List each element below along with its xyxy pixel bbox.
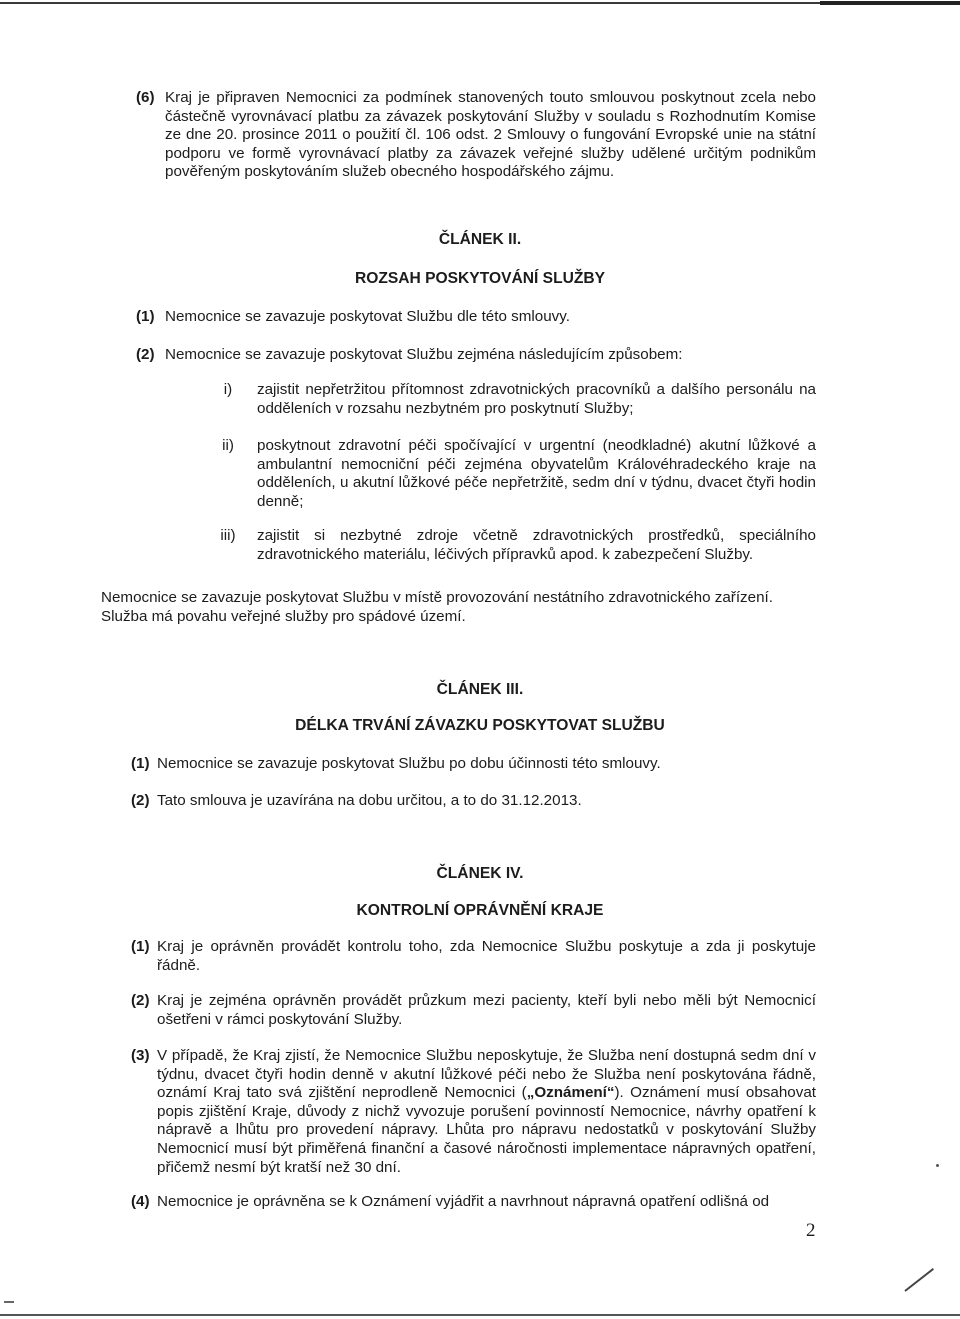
article-4-title: ČLÁNEK IV. [436,865,524,882]
paragraph-number: (2) [131,792,150,809]
closing-line-2: Služba má povahu veřejné služby pro spádové území. [101,607,466,625]
article-2-title: ČLÁNEK II. [438,231,522,248]
closing-line-1: Nemocnice se zavazuje poskytovat Službu v místě provozování nestátního zdravotnického zařízení. [101,589,773,606]
paragraph-text-b: ). Oznámení musí obsahovat popis zjištění Kraje, důvody z nichž vyvozuje porušení povinností Nemocnice, návrhy opatření k nápravě a lhůtu pro provedení nápravy. Lhůta pro nápravu nedostatků v poskytování Služby Nemocnicí musí být přiměřená finanční a časové náročnosti implementace nápravných opatření, přičemž nesmí být kratší než 30 dní. [157,1084,816,1176]
paragraph-text: Nemocnice se zavazuje poskytovat Službu zejména následujícím způsobem: [165,346,683,363]
paragraph-text: Kraj je oprávněn provádět kontrolu toho, zda Nemocnice Službu poskytuje a zda ji poskytuje řádně. [157,938,816,974]
article-2-closing [101,589,773,626]
paragraph-number: (2) [131,992,150,1009]
list-marker: ii) [222,437,234,454]
paragraph-text: Kraj je zejména oprávněn provádět průzkum mezi pacienty, kteří byli nebo měli být Nemocnicí ošetřeni v rámci poskytování Služby. [157,992,816,1028]
paragraph-text: Nemocnice je oprávněna se k Oznámení vyjádřit a navrhnout nápravná opatření odlišná od [157,1193,770,1210]
scan-mark [4,1301,14,1303]
defined-term: „Oznámení“ [526,1084,615,1102]
list-item-text: poskytnout zdravotní péči spočívající v urgentní (neodkladné) akutní lůžkové a ambulantní nemocniční péči zejména obyvatelům Královéhradeckého kraje na odděleních, u akutní lůžkové péče nepřetržitě, sedm dní v týdnu, dvacet čtyři hodin denně; [257,437,816,510]
scan-border-top [0,2,960,4]
page-number: 2 [806,1220,816,1241]
paragraph-text: Tato smlouva je uzavírána na dobu určitou, a to do 31.12.2013. [157,792,582,809]
paragraph-number: (1) [131,755,150,772]
paragraph-text-a: V případě, že Kraj zjistí, že Nemocnice Službu neposkytuje, že Služba není dostupná sedm dní v týdnu, dvacet čtyři hodin denně v akutní lůžkové péči nebo že Služba není poskytována řádně, oznámí Kraj tato svá zjištění neprodleně Nemocnici ( [157,1047,816,1102]
paragraph-text: Nemocnice se zavazuje poskytovat Službu dle této smlouvy. [165,308,570,325]
list-item-text: zajistit si nezbytné zdroje včetně zdravotnických prostředků, speciálního zdravotnického materiálu, léčivých přípravků apod. k zabezpečení Služby. [257,527,816,563]
article-2-subtitle: ROZSAH POSKYTOVÁNÍ SLUŽBY [354,270,606,287]
paragraph-number: (2) [136,346,155,363]
scan-border-bottom [0,1314,960,1316]
paragraph-number: (1) [131,938,150,955]
paragraph-number: (6) [136,89,155,106]
scan-border-top-dark [820,1,960,5]
list-marker: iii) [220,527,236,544]
paragraph-text: Kraj je připraven Nemocnici za podmínek stanovených touto smlouvou poskytnout zcela nebo částečně vyrovnávací platbu za závazek poskytování Služby v souladu s Rozhodnutím Komise ze dne 20. prosince 2011 o použití čl. 106 odst. 2 Smlouvy o fungování Evropské unie na státní podporu ve formě vyrovnávací platby za závazek veřejné služby udělené určitým podnikům pověřeným poskytováním služeb obecného hospodářského zájmu. [165,89,816,181]
article-3-title: ČLÁNEK III. [436,681,524,698]
article-3-subtitle: DÉLKA TRVÁNÍ ZÁVAZKU POSKYTOVAT SLUŽBU [295,717,665,734]
paragraph-number: (1) [136,308,155,325]
scan-speck [936,1164,939,1167]
list-marker: i) [223,381,233,398]
paragraph-number: (3) [131,1047,150,1064]
paragraph-text: Nemocnice se zavazuje poskytovat Službu po dobu účinnosti této smlouvy. [157,755,661,772]
scan-corner-mark [904,1268,934,1292]
paragraph-number: (4) [131,1193,150,1210]
article-4-subtitle: KONTROLNÍ OPRÁVNĚNÍ KRAJE [356,902,604,919]
paragraph-text [157,1047,816,1177]
list-item-text: zajistit nepřetržitou přítomnost zdravotnických pracovníků a dalšího personálu na odděleních v rozsahu nezbytném pro poskytnutí Služby; [257,381,816,417]
